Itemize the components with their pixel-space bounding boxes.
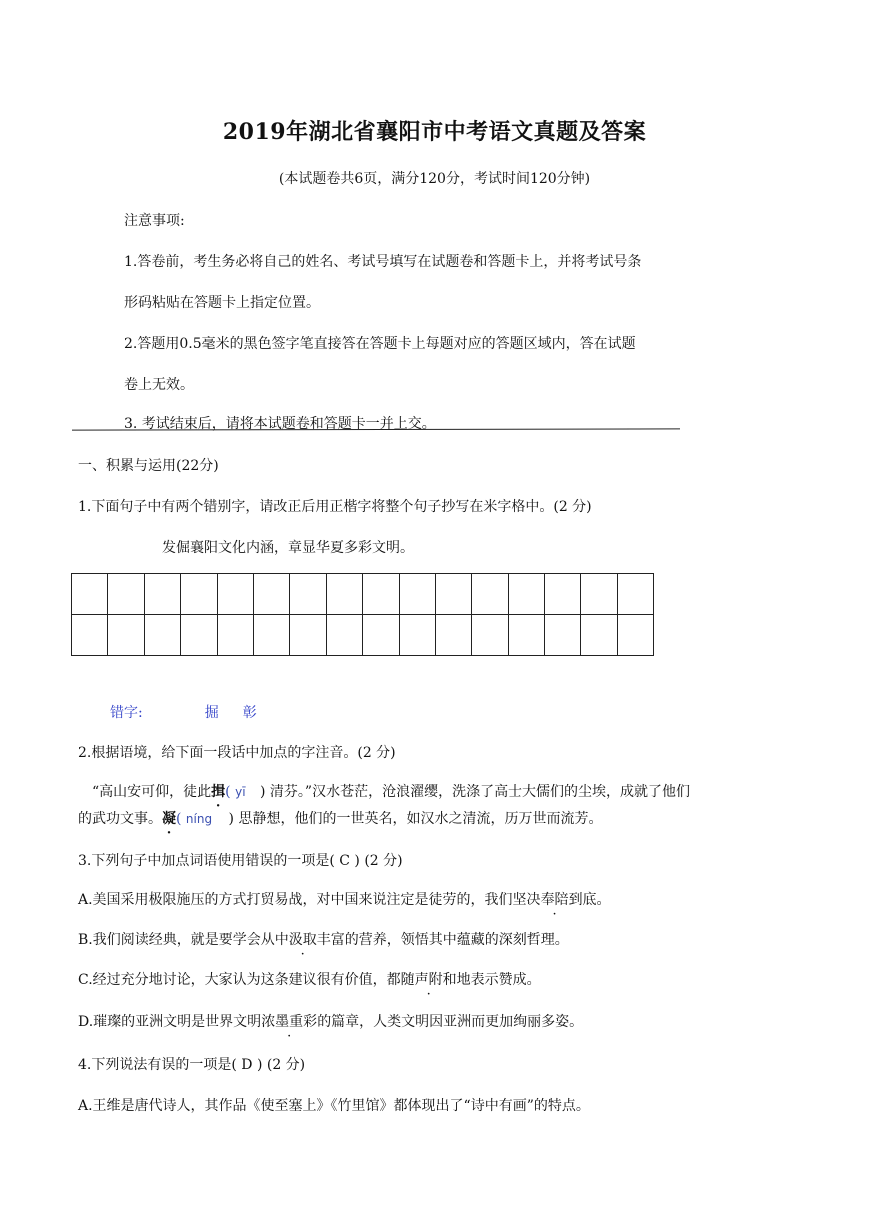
question-2-prompt: 2.根据语境，给下面一段话中加点的字注音。(2 分): [78, 745, 396, 761]
notice-item-2-line-1: 2.答题用0.5毫米的黑色签字笔直接答在答题卡上每题对应的答题区域内，答在试题: [124, 336, 636, 352]
exam-info: (本试题卷共6页，满分120分，考试时间120分钟): [278, 171, 591, 187]
option-text: 的篇章，人类文明因亚洲而更加绚丽多姿。: [317, 1014, 584, 1030]
notice-item-3: 3. 考试结束后，请将本试题卷和答题卡一并上交。: [124, 416, 436, 432]
grid-cell: [617, 574, 653, 615]
notice-item-1-line-2: 形码粘贴在答题卡上指定位置。: [124, 295, 320, 311]
question-1-answer: [110, 702, 257, 722]
question-3-option-a: [78, 889, 611, 909]
option-text: C.经过充分地讨论，大家认为这条建议很有价值，都: [78, 972, 401, 988]
dotted-char: 凝: [162, 811, 176, 827]
notice-item-2-line-2: 卷上无效。: [124, 377, 194, 393]
grid-row: [72, 615, 654, 656]
passage-text: “高山安可仰，徒此: [92, 784, 212, 800]
grid-cell: [217, 574, 253, 615]
question-1-prompt: 1.下面句子中有两个错别字，请改正后用正楷字将整个句子抄写在米字格中。(2 分): [78, 499, 592, 515]
grid-cell: [108, 615, 144, 656]
question-4-prompt: 4.下列说法有误的一项是( D ) (2 分): [78, 1057, 306, 1073]
writing-grid: [71, 573, 654, 656]
grid-cell: [508, 615, 544, 656]
passage-text: 思静想，他们的一世英名，如汉水之清流，历万世而流芳。: [238, 811, 603, 827]
dotted-word: 浓墨重彩: [261, 1014, 318, 1030]
grid-cell: [144, 574, 180, 615]
grid-cell: [72, 574, 108, 615]
grid-cell: [581, 574, 617, 615]
grid-cell: [326, 615, 362, 656]
grid-cell: [181, 574, 217, 615]
grid-row: [72, 574, 654, 615]
question-3-option-d: [78, 1011, 583, 1031]
pinyin-answer: níng: [185, 812, 213, 826]
dotted-word: 汲取: [288, 932, 317, 948]
answer-char-2: 彰: [242, 705, 257, 721]
question-3-option-c: [78, 969, 541, 989]
option-text: 丰富的营养，领悟其中蕴藏的深刻哲理。: [316, 932, 569, 948]
grid-cell: [290, 574, 326, 615]
grid-cell: [253, 615, 289, 656]
grid-cell: [72, 615, 108, 656]
grid-cell: [545, 574, 581, 615]
grid-cell: [399, 574, 435, 615]
question-3-prompt: 3.下列句子中加点词语使用错误的一项是( C ) (2 分): [78, 853, 403, 869]
page-title: 2019年湖北省襄阳市中考语文真题及答案: [222, 119, 647, 145]
option-text: 地表示赞成。: [456, 972, 541, 988]
dotted-word: 随声附和: [400, 972, 457, 988]
grid-cell: [144, 615, 180, 656]
question-1-sentence: 发倔襄阳文化内涵，章显华夏多彩文明。: [162, 540, 414, 556]
answer-label: 错字:: [110, 705, 143, 721]
grid-cell: [472, 615, 508, 656]
notice-item-1-line-1: 1.答卷前，考生务必将自己的姓名、考试号填写在试题卷和答题卡上，并将考试号条: [124, 254, 642, 270]
grid-cell: [435, 574, 471, 615]
grid-cell: [435, 615, 471, 656]
option-text: 到底。: [568, 892, 611, 908]
grid-cell: [290, 615, 326, 656]
grid-cell: [472, 574, 508, 615]
question-3-option-b: [78, 929, 569, 949]
answer-char-1: 掘: [204, 705, 219, 721]
grid-cell: [108, 574, 144, 615]
paren: (: [225, 784, 231, 800]
question-2-line-1: [92, 781, 690, 801]
grid-cell: [399, 615, 435, 656]
paren: ): [228, 811, 235, 827]
option-text: A.美国采用极限施压的方式打贸易战，对中国来说注定是徒劳的，我们坚决: [78, 892, 541, 908]
grid-cell: [363, 574, 399, 615]
grid-cell: [326, 574, 362, 615]
passage-text: 的武功文事。: [78, 811, 162, 827]
grid-cell: [181, 615, 217, 656]
notice-heading: 注意事项:: [124, 213, 185, 229]
question-4-option-a: A.王维是唐代诗人，其作品《使至塞上》《竹里馆》都体现出了“诗中有画”的特点。: [78, 1098, 590, 1114]
passage-text: 清芬。”汉水苍茫，沧浪濯缨，洗涤了高士大儒们的尘埃，成就了他们: [269, 784, 691, 800]
option-text: D.璀璨的亚洲文明是世界文明: [78, 1014, 262, 1030]
section-heading: 一、积累与运用(22分): [78, 458, 219, 474]
paren: ): [259, 784, 266, 800]
grid-cell: [545, 615, 581, 656]
dotted-word: 奉陪: [540, 892, 569, 908]
option-text: B.我们阅读经典，就是要学会从中: [78, 932, 289, 948]
dotted-char: 揖: [211, 784, 226, 800]
grid-cell: [617, 615, 653, 656]
grid-cell: [581, 615, 617, 656]
grid-cell: [253, 574, 289, 615]
paren: (: [176, 811, 182, 827]
question-2-line-2: [78, 808, 602, 828]
grid-cell: [508, 574, 544, 615]
pinyin-answer: yī: [235, 785, 246, 799]
grid-cell: [363, 615, 399, 656]
grid-cell: [217, 615, 253, 656]
